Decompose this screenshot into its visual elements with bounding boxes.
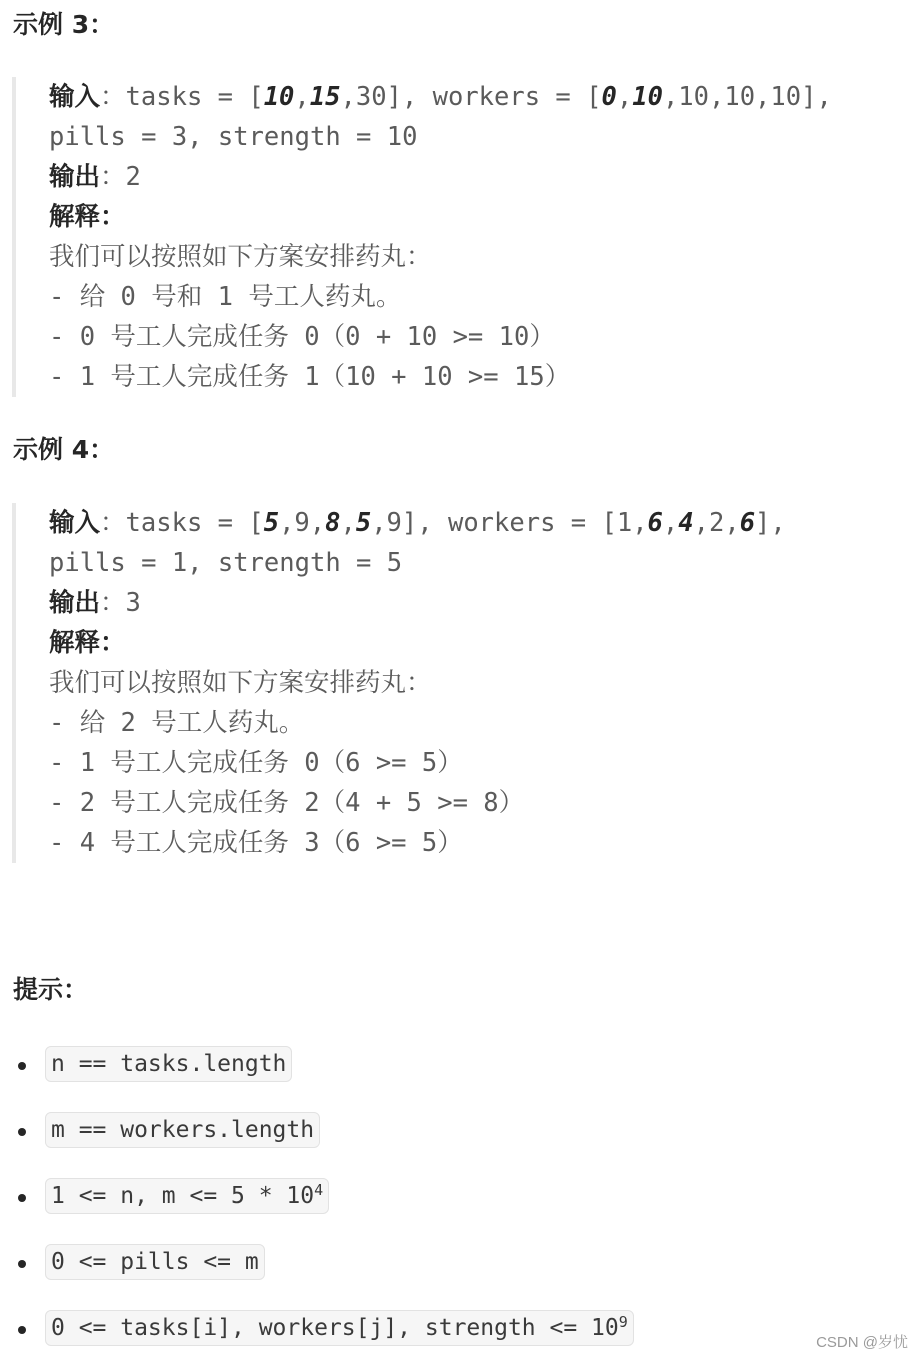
output-label: 输出 <box>49 588 101 618</box>
watermark: CSDN @岁忧 <box>816 1334 908 1351</box>
bullet-icon <box>18 1194 26 1202</box>
input-text: ,9], workers = [1, <box>371 508 648 538</box>
input-text: ,10,10,10], <box>662 82 832 112</box>
example-3-heading: 示例 3： <box>13 10 115 39</box>
emphasized-value: 10 <box>263 82 295 112</box>
hint-code: 0 <= tasks[i], workers[j], strength <= $10^9$ <box>45 1310 634 1346</box>
emphasized-value: 8 <box>325 508 341 538</box>
output-value: ：2 <box>100 162 141 192</box>
hint-code: 1 <= n, $m <= 5 * 10^4$ <box>45 1178 329 1214</box>
example-3-output-line <box>49 157 141 197</box>
emphasized-value: 10 <box>632 82 663 112</box>
bullet-icon <box>18 1260 26 1268</box>
output-label: 输出 <box>49 162 101 192</box>
hints-heading: 提示： <box>13 975 89 1004</box>
input-text: ], <box>755 508 786 538</box>
explain-line: - 给 2 号工人药丸。 <box>49 708 305 738</box>
emphasized-value: 6 <box>647 508 663 538</box>
input-text: tasks = [ <box>125 82 264 112</box>
emphasized-value: 0 <box>601 82 617 112</box>
example-3-input-line-2: pills = 3, strength = 10 <box>49 122 418 152</box>
explain-line: - 1 号工人完成任务 1（10 + 10 >= 15） <box>49 362 571 392</box>
hint-code: n == tasks.length <box>45 1046 292 1082</box>
input-text: ,2, <box>693 508 740 538</box>
bullet-icon <box>18 1326 26 1334</box>
input-value <box>126 82 832 112</box>
input-separator: ： <box>100 82 126 112</box>
hint-code: m == workers.length <box>45 1112 320 1148</box>
bullet-icon <box>18 1062 26 1070</box>
input-label: 输入 <box>49 82 101 112</box>
input-text: , <box>294 82 310 112</box>
output-value: ：3 <box>100 588 141 618</box>
example-4-explain-label: 解释： <box>49 628 126 658</box>
input-text: tasks = [ <box>125 508 264 538</box>
explain-line: 我们可以按照如下方案安排药丸： <box>49 242 432 272</box>
input-value <box>126 508 786 538</box>
input-separator: ： <box>100 508 126 538</box>
hint-code: 0 <= pills <= m <box>45 1244 265 1280</box>
explain-line: - 2 号工人完成任务 2（4 + 5 >= 8） <box>49 788 525 818</box>
emphasized-value: 5 <box>355 508 372 538</box>
example-4-output-line <box>49 583 141 623</box>
input-text: , <box>340 508 356 538</box>
emphasized-value: 6 <box>739 508 756 538</box>
explain-line: - 给 0 号和 1 号工人药丸。 <box>49 282 402 312</box>
example-4-input-line <box>49 503 786 543</box>
explain-line: - 4 号工人完成任务 3（6 >= 5） <box>49 828 463 858</box>
input-text: , <box>616 82 633 112</box>
explain-line: - 1 号工人完成任务 0（6 >= 5） <box>49 748 463 778</box>
emphasized-value: 15 <box>309 82 341 112</box>
explain-line: - 0 号工人完成任务 0（0 + 10 >= 10） <box>49 322 555 352</box>
input-label: 输入 <box>49 508 101 538</box>
explain-line: 我们可以按照如下方案安排药丸： <box>49 668 432 698</box>
input-text: , <box>662 508 679 538</box>
emphasized-value: 4 <box>678 508 694 538</box>
emphasized-value: 5 <box>263 508 280 538</box>
bullet-icon <box>18 1128 26 1136</box>
input-text: ,9, <box>279 508 326 538</box>
example-3-block <box>12 77 911 397</box>
example-4-heading: 示例 4： <box>13 435 115 464</box>
example-4-input-line-2: pills = 1, strength = 5 <box>49 548 403 578</box>
example-3-explain-label: 解释： <box>49 202 126 232</box>
example-4-block <box>12 503 911 863</box>
input-text: ,30], workers = [ <box>340 82 602 112</box>
example-3-input-line <box>49 77 832 117</box>
